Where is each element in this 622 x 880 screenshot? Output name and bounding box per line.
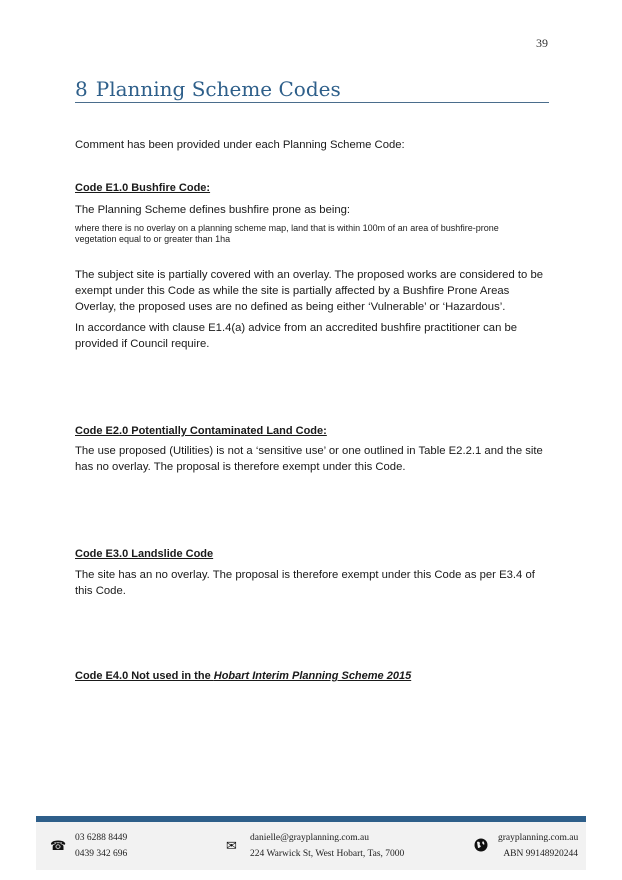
code-e3-assessment: The site has an no overlay. The proposal is therefore exempt under this Code as per E3.4 of this Code. [75,569,535,597]
code-e4-title-prefix: Code E4.0 Not used in the [75,670,214,682]
footer-contact [250,830,404,862]
intro-paragraph: Comment has been provided under each Planning Scheme Code: [75,139,405,151]
page-number: 39 [536,36,548,50]
code-e3-title: Code E3.0 Landslide Code [75,548,214,560]
footer-phone-mobile: 0439 342 696 [75,849,128,859]
heading-number: 8 [75,77,88,101]
code-e1-title: Code E1.0 Bushfire Code: [75,182,211,194]
bushfire-definition-quote: where there is no overlay on a planning scheme map, land that is within 100m of an area of bushfire-prone vegetation equal to or greater than 1ha [75,223,499,244]
globe-icon-graphic [474,838,488,852]
phone-icon: ☎ [50,838,67,853]
code-e1-intro: The Planning Scheme defines bushfire prone as being: [75,204,351,216]
page-footer [36,822,586,870]
footer-phone-landline: 03 6288 8449 [75,833,128,843]
code-e1-advice: In accordance with clause E1.4(a) advice from an accredited bushfire practitioner can be provided if Council require. [75,322,518,350]
footer-business [498,830,578,862]
envelope-icon: ✉ [226,838,237,853]
code-e2-assessment: The use proposed (Utilities) is not a ‘sensitive use’ or one outlined in Table E2.2.1 and the site has no overlay. The proposal is therefore exempt under this Code. [75,445,543,473]
footer-abn: ABN 9914892024​4 [503,849,578,859]
code-e2-title: Code E2.0 Potentially Contaminated Land Code: [75,425,327,437]
heading-title: Planning Scheme Codes [95,77,341,101]
globe-icon [474,838,488,855]
footer-address: 224 Warwick St, West Hobart, Tas, 7000 [250,849,405,859]
code-e4-title [75,668,549,684]
footer-email[interactable]: danielle@grayplanning.com.au [250,833,370,843]
code-e1-assessment: The subject site is partially covered with an overlay. The proposed works are considered to be exempt under this Code as while the site is partially affected by a Bushfire Prone Areas Overlay, the proposed uses are no defined as being either ‘Vulnerable’ or ‘Hazardous’. [75,269,544,313]
section-heading [75,76,549,103]
footer-phones [75,830,127,862]
footer-website[interactable]: grayplanning.com.au [498,833,579,843]
code-e4-scheme-name: Hobart Interim Planning Scheme 2015 [213,670,412,682]
